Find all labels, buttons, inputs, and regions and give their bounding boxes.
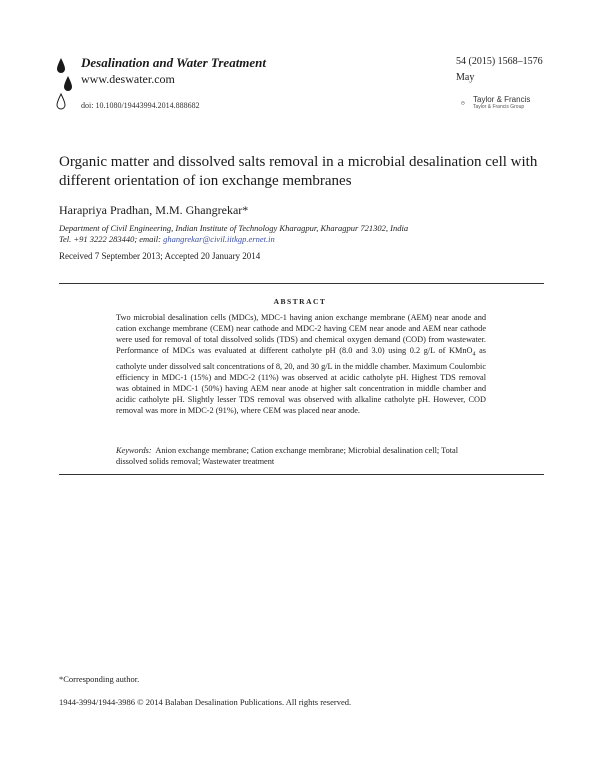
keywords: [116, 445, 486, 467]
water-drops-logo-icon: [56, 56, 74, 112]
abstract-heading: ABSTRACT: [273, 297, 327, 306]
authors: [59, 203, 248, 218]
taylor-francis-logo-icon: [455, 95, 471, 111]
contact-line: [59, 234, 509, 245]
affiliation: [59, 223, 509, 245]
journal-title: Desalination and Water Treatment: [81, 55, 267, 70]
journal-url[interactable]: www.deswater.com: [81, 72, 175, 86]
abstract-text-part2: as catholyte under dissolved salt concentrations of 8, 20, and 30 g/L in the middle chamber. Maximum Coulombic efficiency in MDC-1 (15%) and MDC-2 (11%) was observed at acidic catholyte pH. Highest TDS removal was obtained in MDC-1 (50%) having AEM near anode at higher salt concentration in middle chamber and acidic catholyte pH. Slightly lesser TDS removal was observed with alkaline catholyte pH. However, COD removal was more in MDC-2 (91%), where CEM was placed near anode.: [116, 346, 486, 415]
abstract-text: [116, 312, 486, 416]
article-title: Organic matter and dissolved salts removal in a microbial desalination cell with different orientation of ion exchange membranes: [59, 154, 538, 189]
author-names: Harapriya Pradhan, M.M. Ghangrekar: [59, 203, 243, 217]
copyright-line: 1944-3994/1944-3986 © 2014 Balaban Desalination Publications. All rights reserved.: [59, 697, 352, 707]
email-link[interactable]: ghangrekar@civil.iitkgp.ernet.in: [163, 234, 275, 244]
issue-month: May: [456, 72, 475, 83]
abstract-text-part1: Two microbial desalination cells (MDCs), MDC-1 having anion exchange membrane (AEM) near anode and cation exchange membrane (CEM) near cathode and MDC-2 having CEM near anode and AEM near cathode were used for removal of total dissolved solids (TDS) and chemical oxygen demand (COD) from wastewater. Performance of MDCs was evaluated at different catholyte pH (8.0 and 3.0) using 0.2 g/L of KMnO: [116, 313, 486, 355]
divider-top: [59, 283, 544, 284]
keywords-text: Anion exchange membrane; Cation exchange membrane; Microbial desalination cell; Total dissolved solids removal; Wastewater treatment: [116, 446, 459, 466]
keywords-label: Keywords:: [116, 446, 152, 455]
corresponding-author-note: *Corresponding author.: [59, 674, 140, 684]
divider-bottom: [59, 474, 544, 475]
publisher-name: Taylor & Francis: [473, 95, 531, 104]
corresponding-marker: *: [242, 203, 249, 217]
contact-prefix: Tel. +91 3222 283440; email:: [59, 234, 164, 244]
publisher-group: Taylor & Francis Group: [473, 104, 525, 110]
abstract-subscript: 4: [472, 351, 476, 358]
affiliation-line: Department of Civil Engineering, Indian Institute of Technology Kharagpur, Kharagpur 721302, India: [59, 223, 409, 233]
doi[interactable]: doi: 10.1080/19443994.2014.888682: [81, 101, 200, 110]
received-dates: Received 7 September 2013; Accepted 20 January 2014: [59, 251, 261, 261]
volume-pages: 54 (2015) 1568–1576: [456, 56, 543, 67]
